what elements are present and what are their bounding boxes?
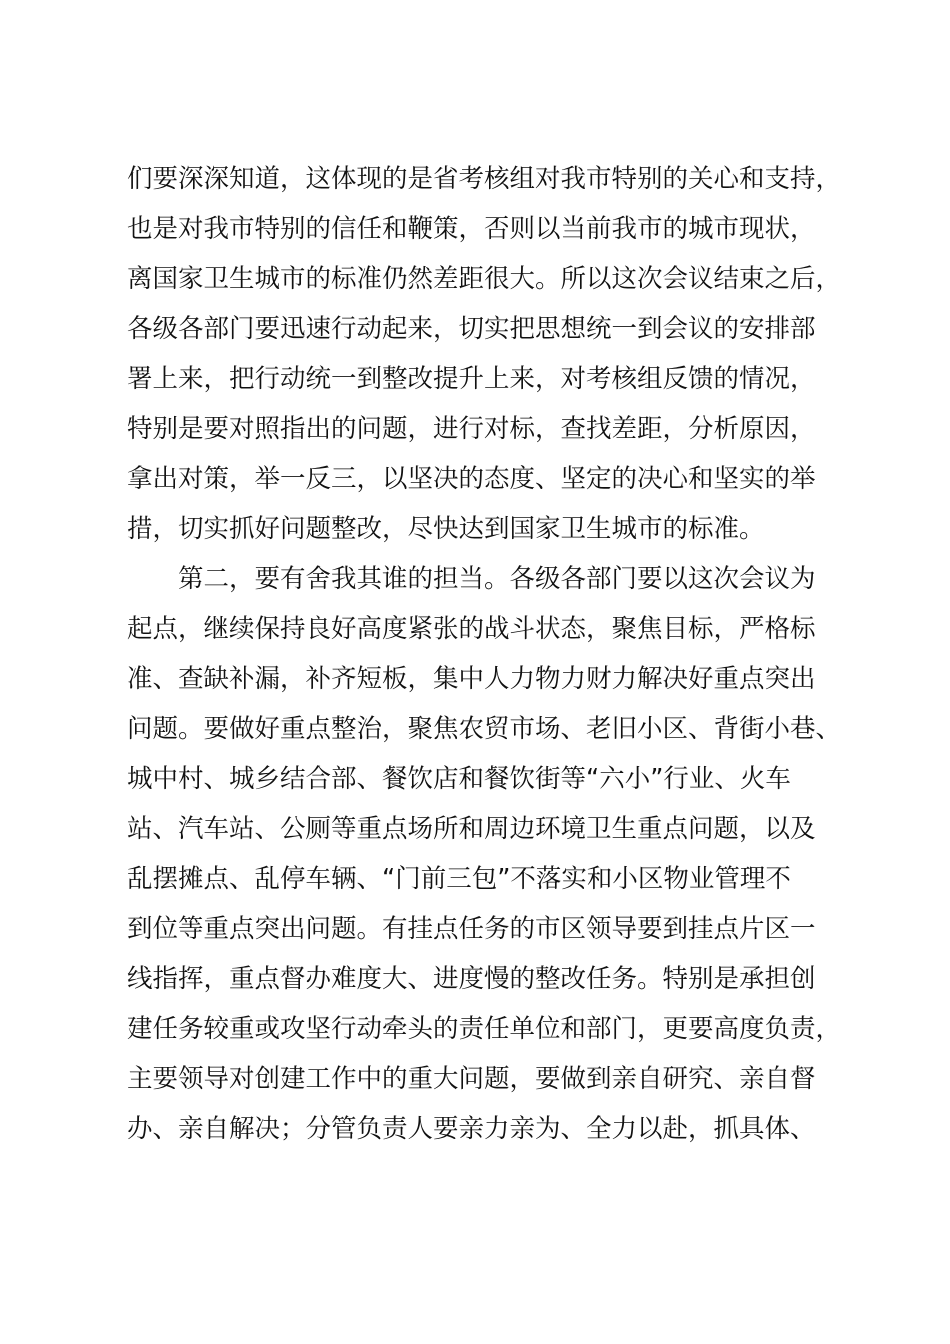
text-line: 拿出对策，举一反三，以坚决的态度、坚定的决心和坚实的举	[127, 464, 816, 494]
text-line: 站、汽车站、公厕等重点场所和周边环境卫生重点问题，以及	[127, 814, 816, 844]
text-line: 特别是要对照指出的问题，进行对标，查找差距，分析原因，	[127, 414, 816, 444]
text-line: 到位等重点突出问题。有挂点任务的市区领导要到挂点片区一	[127, 914, 816, 944]
text-line: 准、查缺补漏，补齐短板，集中人力物力财力解决好重点突出	[127, 664, 816, 694]
text-line: 起点，继续保持良好高度紧张的战斗状态，聚焦目标，严格标	[127, 614, 816, 644]
text-line: 城中村、城乡结合部、餐饮店和餐饮街等“六小”行业、火车	[127, 764, 791, 794]
paragraph-start-line: 第二，要有舍我其谁的担当。各级各部门要以这次会议为	[127, 564, 816, 594]
text-line: 主要领导对创建工作中的重大问题，要做到亲自研究、亲自督	[127, 1064, 816, 1094]
text-line: 们要深深知道，这体现的是省考核组对我市特别的关心和支持，	[127, 164, 842, 194]
text-line: 离国家卫生城市的标准仍然差距很大。所以这次会议结束之后，	[127, 264, 842, 294]
text-line: 乱摆摊点、乱停车辆、“门前三包”不落实和小区物业管理不	[127, 864, 791, 894]
text-line: 各级各部门要迅速行动起来，切实把思想统一到会议的安排部	[127, 314, 816, 344]
text-line: 也是对我市特别的信任和鞭策，否则以当前我市的城市现状，	[127, 214, 816, 244]
text-line: 线指挥，重点督办难度大、进度慢的整改任务。特别是承担创	[127, 964, 816, 994]
text-line: 问题。要做好重点整治，聚焦农贸市场、老旧小区、背街小巷、	[127, 714, 842, 744]
text-line: 建任务较重或攻坚行动牵头的责任单位和部门，更要高度负责，	[127, 1014, 842, 1044]
text-line: 措，切实抓好问题整改，尽快达到国家卫生城市的标准。	[127, 514, 765, 544]
body-text	[127, 154, 857, 1154]
text-line: 办、亲自解决；分管负责人要亲力亲为、全力以赴，抓具体、	[127, 1114, 816, 1144]
text-line: 署上来，把行动统一到整改提升上来，对考核组反馈的情况，	[127, 364, 816, 394]
